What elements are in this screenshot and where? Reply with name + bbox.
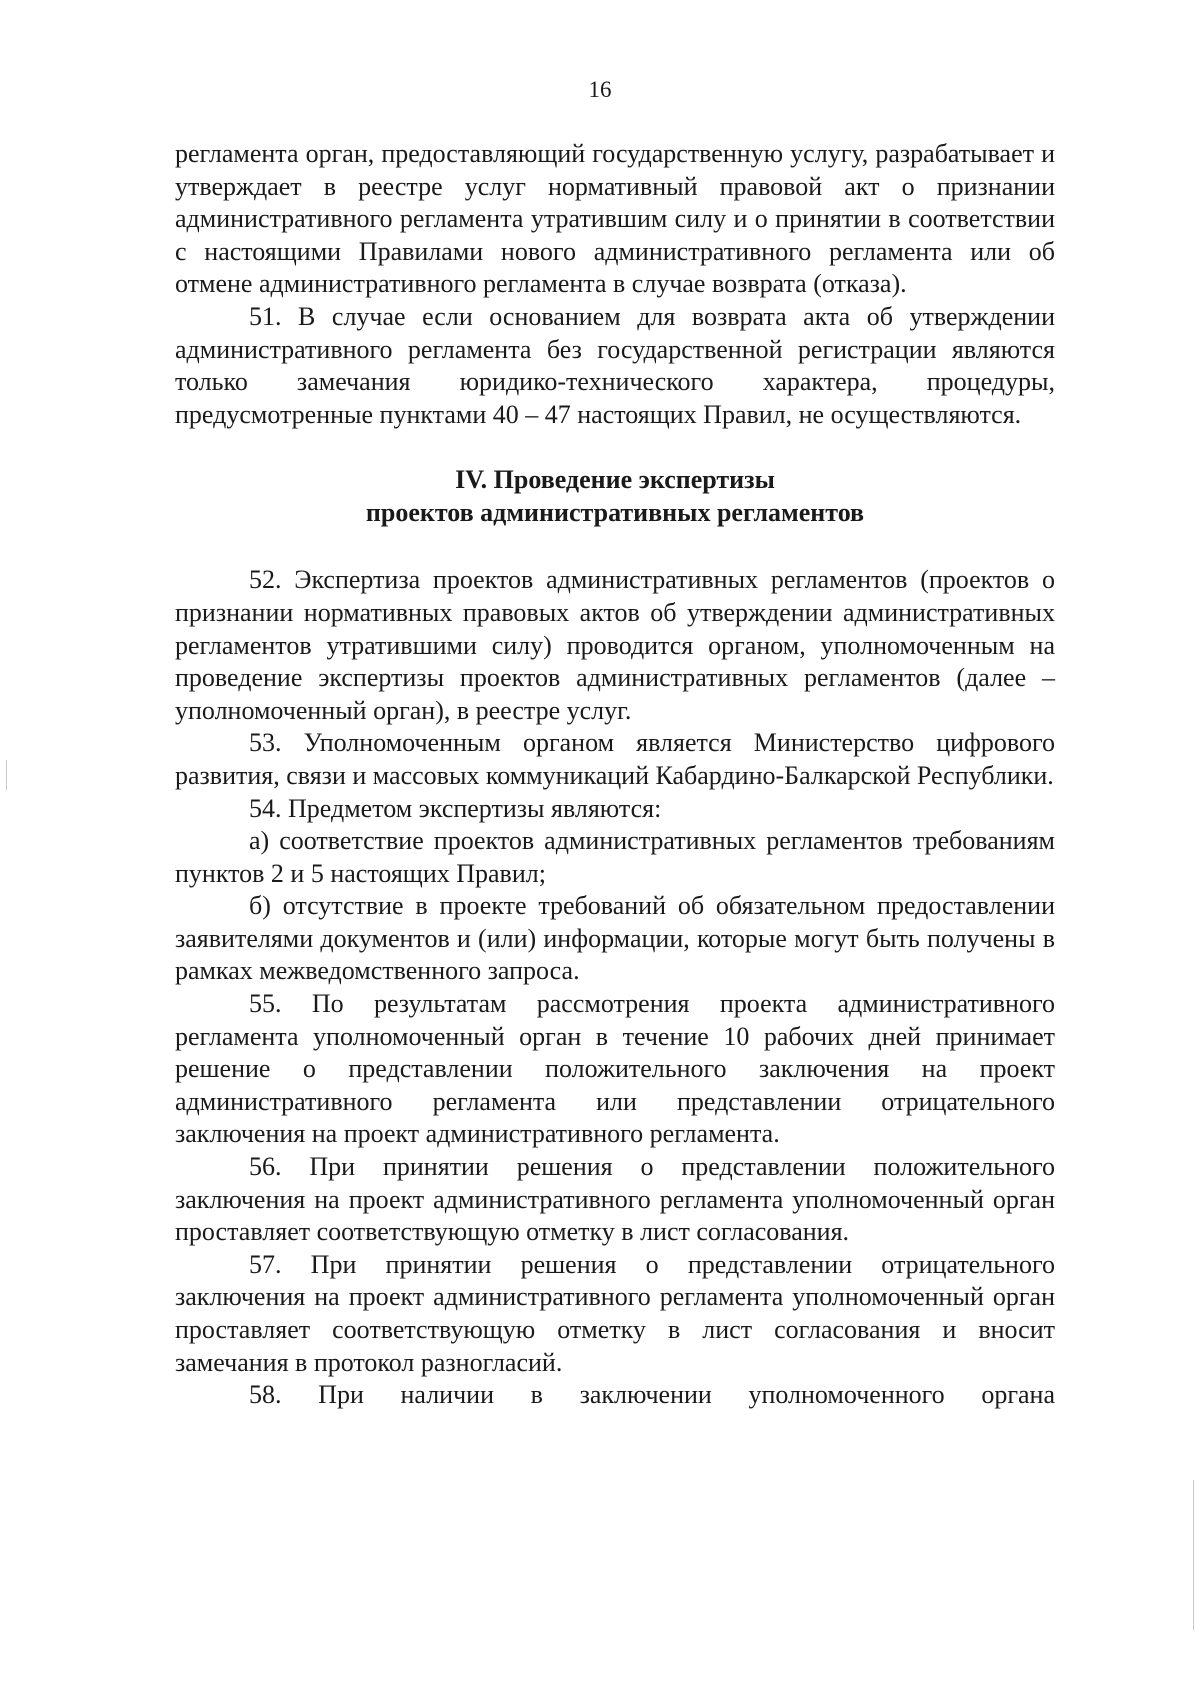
scan-edge-mark-left bbox=[6, 760, 7, 790]
section-heading bbox=[175, 463, 1055, 529]
paragraph-56: 56. При принятии решения о представлении положительного заключения на проект административного регламента уполномоченный орган проставляет соответствующую отметку в лист согласования. bbox=[175, 1152, 1055, 1247]
section-heading-line-1: IV. Проведение экспертизы bbox=[455, 465, 775, 495]
paragraph-54-a: а) соответствие проектов административных регламентов требованиям пунктов 2 и 5 настоящих Правил; bbox=[175, 826, 1055, 888]
paragraph-55: 55. По результатам рассмотрения проекта административного регламента уполномоченный орган в течение 10 рабочих дней принимает решение о представлении положительного заключения на проект административного регламента или представлении отрицательного заключения на проект административного регламента. bbox=[175, 989, 1055, 1149]
paragraph-51: 51. В случае если основанием для возврата акта об утверждении административного регламента без государственной регистрации являются только замечания юридико-технического характера, процедуры, предусмотренные пунктами 40 – 47 настоящих Правил, не осуществляются. bbox=[175, 301, 1055, 429]
paragraph-52: 52. Экспертиза проектов административных регламентов (проектов о признании нормативных правовых актов об утверждении административных регламентов утратившими силу) проводится органом, уполномоченным на проведение экспертизы проектов административных регламентов (далее – уполномоченный орган), в реестре услуг. bbox=[175, 565, 1055, 725]
paragraph-54-b: б) отсутствие в проекте требований об обязательном предоставлении заявителями документов и (или) информации, которые могут быть получены в рамках межведомственного запроса. bbox=[175, 891, 1055, 986]
paragraph-58: 58. При наличии в заключении уполномоченного органа bbox=[249, 1380, 1055, 1410]
section-heading-line-2: проектов административных регламентов bbox=[365, 498, 865, 528]
paragraph-54: 54. Предметом экспертизы являются: bbox=[249, 793, 662, 823]
paragraph-57: 57. При принятии решения о представлении отрицательного заключения на проект административного регламента уполномоченный орган проставляет соответствующую отметку в лист согласования и вносит замечания в протокол разногласий. bbox=[175, 1249, 1055, 1377]
paragraph-50-continuation: регламента орган, предоставляющий государственную услугу, разрабатывает и утверждает в реестре услуг нормативный правовой акт о признании административного регламента утратившим силу и о принятии в соответствии с настоящими Правилами нового административного регламента или об отмене административного регламента в случае возврата (отказа). bbox=[175, 139, 1055, 299]
document-body bbox=[175, 138, 1055, 1412]
scan-edge-mark-right bbox=[1193, 1480, 1194, 1630]
page-number: 16 bbox=[588, 77, 612, 102]
paragraph-53: 53. Уполномоченным органом является Министерство цифрового развития, связи и массовых коммуникаций Кабардино-Балкарской Республики. bbox=[175, 728, 1055, 790]
